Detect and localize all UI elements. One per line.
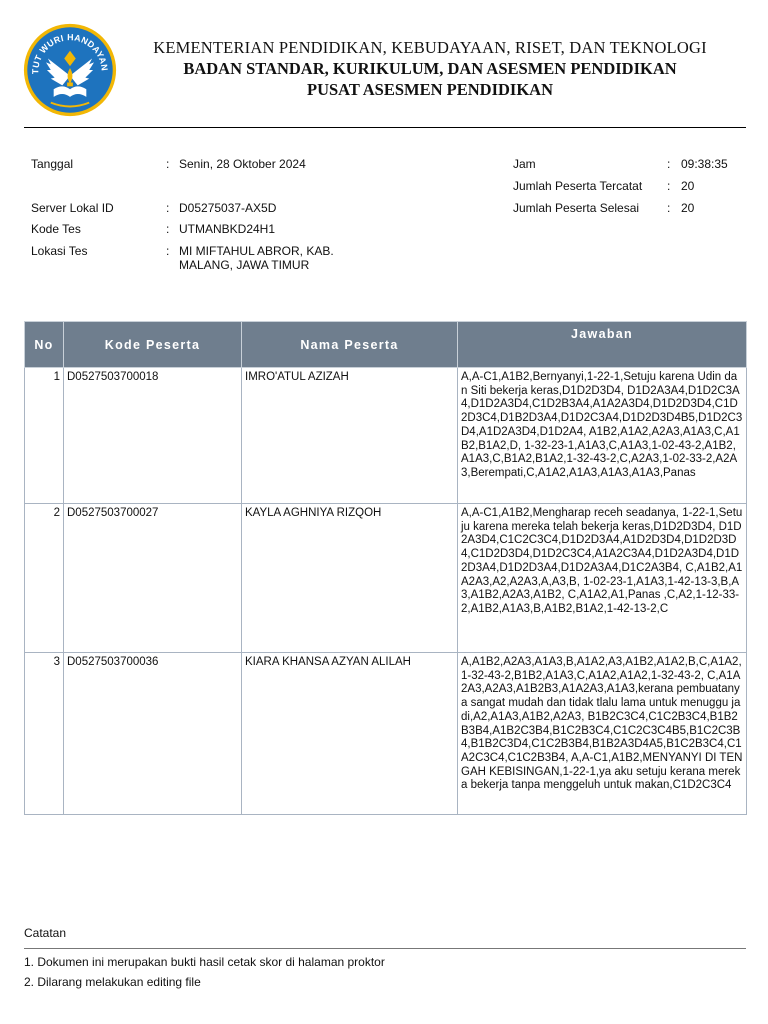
info-jumlah-tercatat bbox=[513, 179, 743, 195]
cell-kode-peserta: D0527503700027 bbox=[64, 504, 242, 653]
center-name: PUSAT ASESMEN PENDIDIKAN bbox=[306, 80, 554, 99]
info-jam bbox=[513, 157, 743, 173]
logo-motto: TUT WURI HANDAYAN bbox=[30, 32, 110, 75]
info-tanggal bbox=[31, 157, 371, 173]
cell-nama-peserta: KAYLA AGHNIYA RIZQOH bbox=[242, 504, 458, 653]
letterhead bbox=[0, 0, 768, 128]
letterhead-text bbox=[130, 38, 730, 100]
cell-nama-peserta: KIARA KHANSA AZYAN ALILAH bbox=[242, 653, 458, 815]
column-header-kode-peserta: Kode Peserta bbox=[64, 322, 242, 368]
notes-divider bbox=[24, 948, 746, 949]
cell-jawaban: A,A-C1,A1B2,Mengharap receh seadanya, 1-22-1,Setuju karena mereka telah bekerja keras,D1D2D3D4, D1D2A3D4,C1C2C3C4,D1D2D3A4,A1D2D3D4,D1D2D3D4,C1D2D3D4,D1D2C3C4,A1A2C3A4,D1D2A3D4,D1D2D3A4,D1D2D3A4,D1D2A3A4,D1C2A3B4, C,A1B2,A1A2A3,A2,A2A3,A,A3,B, 1-02-23-1,A1A3,1-42-13-3,B,A3,A1B2,A2A3,A1B2, C,A1A2,A1,Panas ,C,A2,1-12-33-2,A1B2,A1A3,B,A1B2,B1A2,1-42-13-2,C bbox=[458, 504, 747, 653]
ministry-name: KEMENTERIAN PENDIDIKAN, KEBUDAYAAN, RISET, DAN TEKNOLOGI bbox=[153, 38, 707, 57]
info-label: Server Lokal ID bbox=[31, 201, 114, 215]
cell-jawaban: A,A1B2,A2A3,A1A3,B,A1A2,A3,A1B2,A1A2,B,C,A1A2,1-32-43-2,B1B2,A1A3,C,A1A2,A1A2,1-32-43-2, C,A1A2A3,A2A3,A1B2B3,A1A2A3,A1A3,kerana pembuatanya sangat mudah dan tidak tlalu lama untuk menuggu jadi,A2,A1A3,A1B2,A2A3, B1B2C3C4,C1C2B3C4,B1B2B3B4,A1B2C3B4,B1C2B3C4,C1C2C3C4B5,B1C2C3B4,B1B2C3D4,C1C2B3B4,B1B2A3D4A5,B1C2B3C4,C1A2C3C4,C1C2B3B4, A,A-C1,A1B2,MENYANYI DI TENGAH KEBISINGAN,1-22-1,ya aku setuju kerana mereka bekerja tanpa menggeluh untuk makan,C1D2C3C4 bbox=[458, 653, 747, 815]
info-separator: : bbox=[667, 157, 671, 171]
table-row bbox=[25, 653, 747, 815]
info-value: 09:38:35 bbox=[681, 157, 728, 171]
cell-jawaban: A,A-C1,A1B2,Bernyanyi,1-22-1,Setuju karena Udin dan Siti bekerja keras,D1D2D3D4, D1D2A3A4,D1D2C3A4,D1D2A3D4,C1D2B3A4,A1A2A3D4,D1D2D3D4,C1D2D3C4,D1B2D3A4,D1D2C3A4,D1D2D3D4B5,D1D2C3D4,A1D2A3D4,D1D2A4, A1B2,A1A2,A2A3,A1A3,C,A1B2,B1A2,D, 1-32-23-1,A1A3,C,A1A3,1-02-43-2,A1B2,A1A3,C,B1A2,B1A2,1-32-43-2,C,A2A3,1-02-33-2,A2A3,Berempati,C,A1A2,A1A3,A1A3,A1A3,Panas bbox=[458, 368, 747, 504]
info-separator: : bbox=[166, 201, 170, 215]
info-label: Kode Tes bbox=[31, 222, 81, 236]
info-label: Lokasi Tes bbox=[31, 244, 88, 258]
info-value: D05275037-AX5D bbox=[179, 201, 277, 215]
cell-kode-peserta: D0527503700036 bbox=[64, 653, 242, 815]
note-item: 1. Dokumen ini merupakan bukti hasil cetak skor di halaman proktor bbox=[24, 955, 385, 969]
info-separator: : bbox=[166, 244, 170, 258]
info-kode-tes bbox=[31, 222, 371, 238]
cell-no: 2 bbox=[25, 504, 64, 653]
info-value: 20 bbox=[681, 179, 695, 193]
cell-kode-peserta: D0527503700018 bbox=[64, 368, 242, 504]
info-lokasi-tes bbox=[31, 244, 371, 274]
header-divider bbox=[24, 127, 746, 128]
info-separator: : bbox=[667, 201, 671, 215]
results-table bbox=[24, 321, 747, 815]
info-value: MI MIFTAHUL ABROR, KAB. MALANG, JAWA TIMUR bbox=[179, 244, 334, 272]
note-item: 2. Dilarang melakukan editing file bbox=[24, 975, 201, 989]
info-label: Jam bbox=[513, 157, 536, 171]
info-label: Tanggal bbox=[31, 157, 74, 171]
info-jumlah-selesai bbox=[513, 201, 743, 217]
table-row bbox=[25, 504, 747, 653]
table-header-row bbox=[25, 322, 747, 368]
tut-wuri-handayani-logo bbox=[22, 22, 118, 118]
cell-no: 1 bbox=[25, 368, 64, 504]
info-server-lokal-id bbox=[31, 201, 371, 217]
table-row bbox=[25, 368, 747, 504]
column-header-nama-peserta: Nama Peserta bbox=[242, 322, 458, 368]
info-label: Jumlah Peserta Tercatat bbox=[513, 179, 643, 193]
agency-name: BADAN STANDAR, KURIKULUM, DAN ASESMEN PENDIDIKAN bbox=[183, 59, 677, 78]
cell-nama-peserta: IMRO'ATUL AZIZAH bbox=[242, 368, 458, 504]
notes-title: Catatan bbox=[24, 926, 67, 940]
info-value: UTMANBKD24H1 bbox=[179, 222, 276, 236]
info-separator: : bbox=[166, 157, 170, 171]
info-label: Jumlah Peserta Selesai bbox=[513, 201, 640, 215]
cell-no: 3 bbox=[25, 653, 64, 815]
info-separator: : bbox=[667, 179, 671, 193]
info-separator: : bbox=[166, 222, 170, 236]
info-value: Senin, 28 Oktober 2024 bbox=[179, 157, 306, 171]
column-header-jawaban: Jawaban bbox=[458, 322, 747, 368]
column-header-no: No bbox=[25, 322, 64, 368]
notes-section bbox=[24, 926, 746, 989]
info-value: 20 bbox=[681, 201, 695, 215]
